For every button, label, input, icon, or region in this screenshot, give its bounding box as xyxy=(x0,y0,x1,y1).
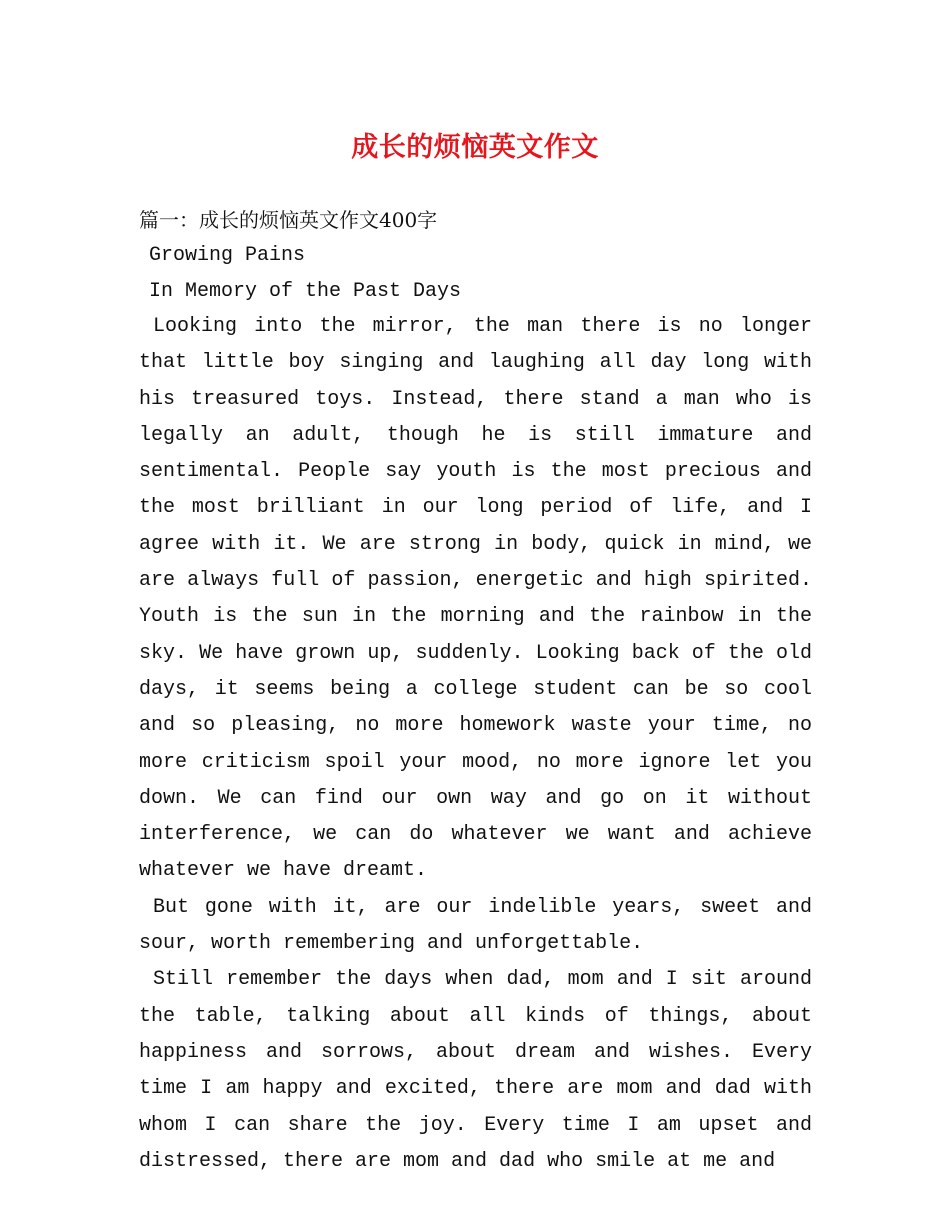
essay-subtitle: Growing Pains xyxy=(149,244,306,267)
document-title: 成长的烦恼英文作文 xyxy=(351,132,599,163)
paragraph-1: Looking into the mirror, the man there is no longer that little boy singing and laughing all day long with his treasured toys. Instead, there stand a man who is legally an adult, though he is still immature and sentimental. People say youth is the most precious and the most brilliant in our long period of life, and I agree with it. We are strong in body, quick in mind, we are always full of passion, energetic and high spirited. Youth is the sun in the morning and the rainbow in the sky. We have grown up, suddenly. Looking back of the old days, it seems being a college student can be so cool and so pleasing, no more homework waste your time, no more criticism spoil your mood, no more ignore let you down. We can find our own way and go on it without interference, we can do whatever we want and achieve whatever we have dreamt. xyxy=(139,315,812,883)
paragraph-2: But gone with it, are our indelible years, sweet and sour, worth remembering and unforgettable. xyxy=(139,895,812,956)
document-body xyxy=(139,203,812,1180)
essay-subheading: In Memory of the Past Days xyxy=(149,279,462,303)
paragraph-3: Still remember the days when dad, mom and I sit around the table, talking about all kinds of things, about happiness and sorrows, about dream and wishes. Every time I am happy and excited, there are mom and dad with whom I can share the joy. Every time I am upset and distressed, there are mom and dad who smile at me and xyxy=(139,968,812,1173)
section-heading: 篇一：成长的烦恼英文作文400字 xyxy=(139,208,438,232)
